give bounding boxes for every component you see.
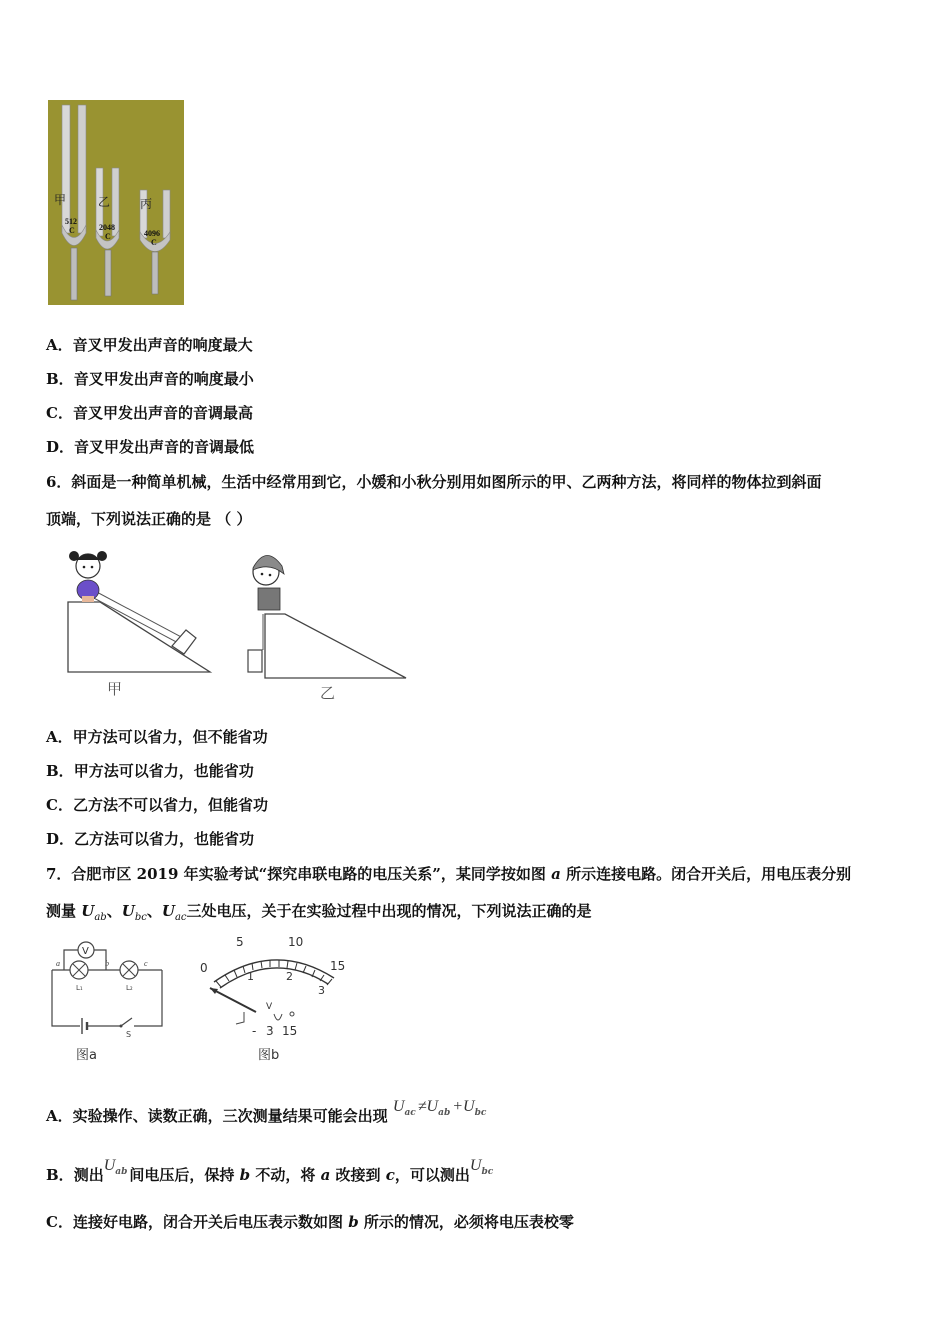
fork-note-3: C (151, 238, 157, 247)
option-text: 乙方法不可以省力，但能省功 (72, 796, 268, 814)
fork-label-yi: 乙 (98, 195, 111, 209)
option-letter: C． (46, 796, 73, 814)
var-u: U (103, 1157, 116, 1174)
q6-option-c (46, 795, 268, 815)
scale-top-0: 0 (200, 961, 208, 975)
needle-icon (210, 988, 256, 1012)
incline-figure (60, 542, 420, 707)
sub-ac: ac (174, 912, 187, 923)
option-text: 所示的情况，必须将电压表校零 (358, 1213, 574, 1231)
q6-option-a (46, 727, 268, 747)
var-u: U (426, 1098, 439, 1115)
sub-ab: ab (94, 912, 107, 923)
fork-freq-2048: 2048 (99, 223, 115, 232)
q7-stem-text: 7．合肥市区 2019 年实验考试“探究串联电路的电压关系”，某同学按如图 (46, 865, 552, 883)
fork-label-jia: 甲 (54, 193, 67, 207)
option-text: 连接好电路，闭合开关后电压表示数如图 (72, 1213, 349, 1231)
option-text: 甲方法可以省力，但不能省功 (72, 728, 268, 746)
switch-icon (121, 1018, 132, 1026)
formula-uab (103, 1156, 130, 1177)
lamp-icon (120, 961, 138, 979)
option-text: 乙方法可以省力，也能省功 (74, 830, 255, 848)
var-u: U (392, 1098, 405, 1115)
fork-freq-512: 512 (65, 217, 77, 226)
lamp-icon (70, 961, 88, 979)
point-c: c (144, 959, 148, 968)
figure-jia-label: 甲 (107, 680, 123, 698)
voltmeter-figure-b (196, 932, 356, 1064)
scale-bottom-2: 2 (286, 970, 293, 983)
option-letter: B． (46, 370, 74, 388)
figure-yi-label: 乙 (320, 684, 336, 702)
option-text: 音叉甲发出声音的响度最小 (73, 370, 254, 388)
var-c: c (385, 1166, 395, 1184)
fork-label-bing: 丙 (140, 197, 153, 211)
option-text: 实验操作、读数正确，三次测量结果可能会出现 (72, 1107, 388, 1125)
q6-stem-line1: 6．斜面是一种简单机械，生活中经常用到它，小媛和小秋分别用如图所示的甲、乙两种方法，将同样的物体拉到斜面 (46, 473, 822, 491)
terminal-15: 15 (282, 1024, 298, 1038)
option-text: 改接到 (330, 1166, 386, 1184)
lamp-label-l2: L₂ (126, 984, 133, 992)
option-text: 不动，将 (250, 1166, 321, 1184)
switch-label: S (126, 1030, 132, 1039)
option-letter: D． (46, 830, 75, 848)
point-a: a (56, 959, 60, 968)
separator: 、 (146, 902, 162, 920)
option-text: 音叉甲发出声音的音调最低 (74, 438, 255, 456)
scale-top-5: 5 (236, 935, 244, 949)
formula-ubc (469, 1156, 495, 1177)
q5-option-b (46, 369, 254, 389)
q6-option-b (46, 761, 254, 781)
q5-option-c (46, 403, 253, 423)
option-letter: B． (46, 762, 74, 780)
terminal-minus: - (252, 1024, 257, 1038)
sub-bc: bc (481, 1167, 494, 1177)
scale-top-15: 15 (330, 959, 346, 973)
plus-symbol: + (452, 1098, 464, 1115)
option-text: 音叉甲发出声音的音调最高 (72, 404, 253, 422)
separator: 、 (106, 902, 122, 920)
q7-stem-text: 三处电压，关于在实验过程中出现的情况，下列说法正确的是 (186, 902, 592, 920)
q5-option-d (46, 437, 254, 457)
option-text: 间电压后，保持 (129, 1166, 240, 1184)
figure-yi (248, 555, 406, 678)
option-text: 甲方法可以省力，也能省功 (73, 762, 254, 780)
option-text: ，可以测出 (394, 1166, 470, 1184)
q7-stem-line2 (46, 901, 592, 924)
q7-stem-line1 (46, 864, 851, 884)
var-u: U (469, 1157, 482, 1174)
var-u: U (161, 902, 175, 920)
unit-label: V (266, 1002, 273, 1012)
option-letter: A． (46, 728, 73, 746)
formula-a (392, 1097, 488, 1118)
figure-a-caption: 图a (76, 1048, 97, 1063)
sub-bc: bc (474, 1108, 487, 1118)
figure-jia (68, 551, 210, 672)
option-letter: C． (46, 1213, 73, 1231)
var-a: a (551, 865, 561, 883)
scale-bottom-3: 3 (318, 984, 325, 997)
sub-ac: ac (404, 1108, 416, 1118)
sub-ab: ab (438, 1108, 451, 1118)
option-letter: C． (46, 404, 73, 422)
option-text: 测出 (73, 1166, 104, 1184)
scale-bottom-1: 1 (247, 970, 254, 983)
tuning-fork-photo (48, 100, 184, 305)
option-letter: A． (46, 1107, 73, 1125)
q6-stem-line2: 顶端，下列说法正确的是 （ ） (46, 510, 252, 528)
q7-option-b (46, 1157, 495, 1188)
option-letter: B． (46, 1166, 74, 1184)
point-b: b (105, 959, 109, 968)
neq-symbol: ≠ (417, 1098, 427, 1115)
option-text: 音叉甲发出声音的响度最大 (72, 336, 253, 354)
var-u: U (463, 1098, 475, 1115)
voltmeter-symbol: V (82, 946, 89, 957)
circuit-figure-a (44, 934, 174, 1064)
q7-stem-text: 所示连接电路。闭合开关后，用电压表分别 (560, 865, 852, 883)
scale-top-10: 10 (288, 935, 304, 949)
q6-option-d (46, 829, 254, 849)
terminal-3: 3 (266, 1024, 274, 1038)
figure-b-caption: 图b (258, 1048, 280, 1063)
option-letter: D． (46, 438, 75, 456)
q5-option-a (46, 335, 253, 355)
sub-bc: bc (134, 912, 147, 923)
lamp-label-l1: L₁ (76, 984, 83, 992)
var-u: U (81, 902, 95, 920)
var-b: b (239, 1166, 251, 1184)
fork-note-1: C (69, 226, 75, 235)
sub-ab: ab (115, 1167, 128, 1177)
var-a: a (320, 1166, 331, 1184)
q7-option-a (46, 1098, 488, 1129)
var-b: b (348, 1213, 359, 1231)
fork-note-2: C (105, 232, 111, 241)
option-letter: A． (46, 336, 73, 354)
q7-stem-text: 测量 (46, 902, 82, 920)
var-u: U (121, 902, 135, 920)
fork-freq-4096: 4096 (144, 229, 160, 238)
q7-option-c (46, 1212, 574, 1232)
